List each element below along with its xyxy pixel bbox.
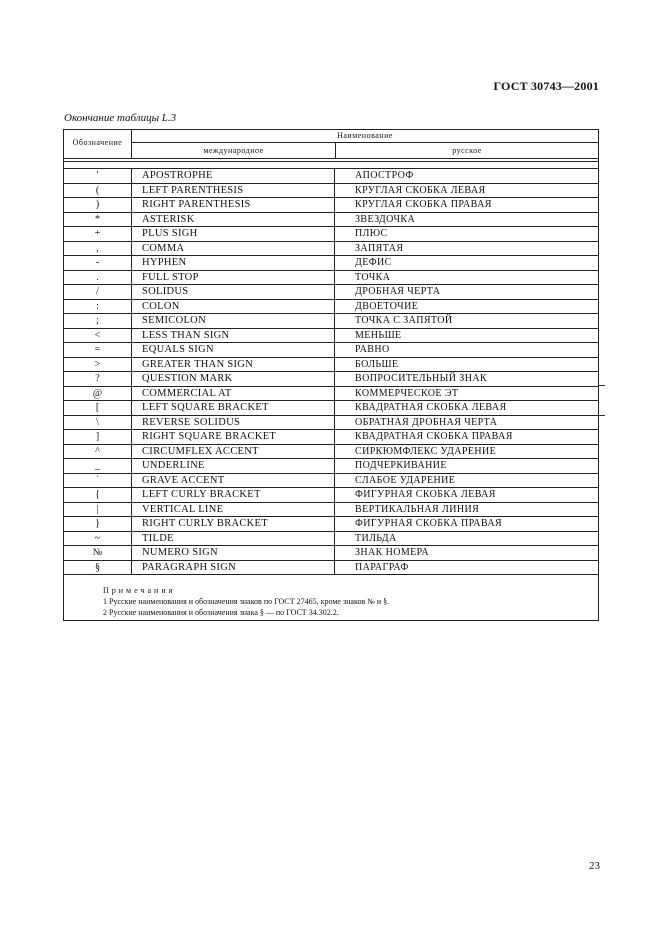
symbol-cell: | xyxy=(64,502,132,517)
international-name-cell: VERTICAL LINE xyxy=(132,502,335,517)
international-name-cell: PARAGRAPH SIGN xyxy=(132,560,335,575)
symbol-cell: ( xyxy=(64,183,132,198)
header-international: международное xyxy=(203,146,264,155)
international-name-cell: LEFT CURLY BRACKET xyxy=(132,488,335,503)
table-row xyxy=(64,328,599,343)
international-name-cell: UNDERLINE xyxy=(132,459,335,474)
international-name-cell: SEMICOLON xyxy=(132,314,335,329)
notes xyxy=(103,585,389,618)
russian-name-cell: ЗНАК НОМЕРА xyxy=(335,546,599,561)
symbol-cell: @ xyxy=(64,386,132,401)
table-row xyxy=(64,386,599,401)
table-row xyxy=(64,183,599,198)
russian-name-cell: КРУГЛАЯ СКОБКА ПРАВАЯ xyxy=(335,198,599,213)
symbol-cell: * xyxy=(64,212,132,227)
international-name-cell: FULL STOP xyxy=(132,270,335,285)
russian-name-cell: ОБРАТНАЯ ДРОБНАЯ ЧЕРТА xyxy=(335,415,599,430)
russian-name-cell: ДРОБНАЯ ЧЕРТА xyxy=(335,285,599,300)
international-name-cell: RIGHT SQUARE BRACKET xyxy=(132,430,335,445)
symbol-cell: ' xyxy=(64,169,132,184)
international-name-cell: GRAVE ACCENT xyxy=(132,473,335,488)
russian-name-cell: ЗВЕЗДОЧКА xyxy=(335,212,599,227)
document-code: ГОСТ 30743—2001 xyxy=(493,79,599,93)
table-row xyxy=(64,401,599,416)
table-row xyxy=(64,502,599,517)
russian-name-cell: ТИЛЬДА xyxy=(335,531,599,546)
table-row xyxy=(64,488,599,503)
table-row xyxy=(64,256,599,271)
international-name-cell: COMMERCIAL AT xyxy=(132,386,335,401)
table-row xyxy=(64,314,599,329)
russian-name-cell: СИРКЮМФЛЕКС УДАРЕНИЕ xyxy=(335,444,599,459)
russian-name-cell: ЗАПЯТАЯ xyxy=(335,241,599,256)
international-name-cell: GREATER THAN SIGN xyxy=(132,357,335,372)
table-row xyxy=(64,372,599,387)
table-row xyxy=(64,473,599,488)
russian-name-cell: СЛАБОЕ УДАРЕНИЕ xyxy=(335,473,599,488)
russian-name-cell: РАВНО xyxy=(335,343,599,358)
russian-name-cell: ДВОЕТОЧИЕ xyxy=(335,299,599,314)
table-row xyxy=(64,212,599,227)
symbol-cell: § xyxy=(64,560,132,575)
table-row xyxy=(64,430,599,445)
russian-name-cell: ПЛЮС xyxy=(335,227,599,242)
russian-name-cell: ДЕФИС xyxy=(335,256,599,271)
table-row xyxy=(64,241,599,256)
table-row xyxy=(64,459,599,474)
table-row xyxy=(64,299,599,314)
notes-title: Примечания xyxy=(103,586,176,595)
table-row xyxy=(64,531,599,546)
symbol-cell: ` xyxy=(64,473,132,488)
symbol-cell: , xyxy=(64,241,132,256)
symbol-cell: ; xyxy=(64,314,132,329)
russian-name-cell: ФИГУРНАЯ СКОБКА ЛЕВАЯ xyxy=(335,488,599,503)
table-row xyxy=(64,169,599,184)
symbol-cell: ] xyxy=(64,430,132,445)
header-name: Наименование xyxy=(337,131,393,140)
russian-name-cell: ТОЧКА С ЗАПЯТОЙ xyxy=(335,314,599,329)
table-row xyxy=(64,343,599,358)
symbol-cell: _ xyxy=(64,459,132,474)
international-name-cell: TILDE xyxy=(132,531,335,546)
russian-name-cell: КРУГЛАЯ СКОБКА ЛЕВАЯ xyxy=(335,183,599,198)
international-name-cell: REVERSE SOLIDUS xyxy=(132,415,335,430)
international-name-cell: COLON xyxy=(132,299,335,314)
symbols-table xyxy=(63,168,599,575)
international-name-cell: HYPHEN xyxy=(132,256,335,271)
russian-name-cell: ПОДЧЕРКИВАНИЕ xyxy=(335,459,599,474)
russian-name-cell: ФИГУРНАЯ СКОБКА ПРАВАЯ xyxy=(335,517,599,532)
symbol-cell: ^ xyxy=(64,444,132,459)
table-row xyxy=(64,285,599,300)
russian-name-cell: ВЕРТИКАЛЬНАЯ ЛИНИЯ xyxy=(335,502,599,517)
symbol-cell: = xyxy=(64,343,132,358)
table-row xyxy=(64,444,599,459)
symbol-cell: \ xyxy=(64,415,132,430)
table-row xyxy=(64,546,599,561)
symbol-cell: > xyxy=(64,357,132,372)
international-name-cell: SOLIDUS xyxy=(132,285,335,300)
symbol-cell: / xyxy=(64,285,132,300)
table-row xyxy=(64,357,599,372)
russian-name-cell: КВАДРАТНАЯ СКОБКА ЛЕВАЯ xyxy=(335,401,599,416)
symbol-cell: . xyxy=(64,270,132,285)
international-name-cell: QUESTION MARK xyxy=(132,372,335,387)
table-row xyxy=(64,517,599,532)
russian-name-cell: ПАРАГРАФ xyxy=(335,560,599,575)
symbol-cell: ~ xyxy=(64,531,132,546)
russian-name-cell: КОММЕРЧЕСКОЕ ЭТ xyxy=(335,386,599,401)
note-item: 1 Русские наименования и обозначения знаков по ГОСТ 27465, кроме знаков № и §. xyxy=(103,597,390,606)
symbol-cell: [ xyxy=(64,401,132,416)
international-name-cell: RIGHT CURLY BRACKET xyxy=(132,517,335,532)
table-row xyxy=(64,560,599,575)
russian-name-cell: БОЛЬШЕ xyxy=(335,357,599,372)
table-row xyxy=(64,227,599,242)
table-caption: Окончание таблицы L.3 xyxy=(64,112,177,124)
international-name-cell: COMMA xyxy=(132,241,335,256)
symbol-cell: № xyxy=(64,546,132,561)
symbol-cell: } xyxy=(64,517,132,532)
symbol-cell: : xyxy=(64,299,132,314)
note-item: 2 Русские наименования и обозначения знака § — по ГОСТ 34.302.2. xyxy=(103,608,339,617)
international-name-cell: APOSTROPHE xyxy=(132,169,335,184)
international-name-cell: ASTERISK xyxy=(132,212,335,227)
symbol-cell: { xyxy=(64,488,132,503)
international-name-cell: LESS THAN SIGN xyxy=(132,328,335,343)
symbol-cell: + xyxy=(64,227,132,242)
russian-name-cell: КВАДРАТНАЯ СКОБКА ПРАВАЯ xyxy=(335,430,599,445)
table-row xyxy=(64,415,599,430)
header-symbol: Обозначение xyxy=(72,138,123,147)
header-russian: русское xyxy=(452,146,482,155)
russian-name-cell: ВОПРОСИТЕЛЬНЫЙ ЗНАК xyxy=(335,372,599,387)
international-name-cell: LEFT PARENTHESIS xyxy=(132,183,335,198)
margin-mark xyxy=(598,385,605,386)
international-name-cell: CIRCUMFLEX ACCENT xyxy=(132,444,335,459)
table-row xyxy=(64,198,599,213)
symbol-cell: ? xyxy=(64,372,132,387)
international-name-cell: PLUS SIGH xyxy=(132,227,335,242)
margin-mark xyxy=(598,415,605,416)
russian-name-cell: АПОСТРОФ xyxy=(335,169,599,184)
international-name-cell: EQUALS SIGN xyxy=(132,343,335,358)
page-number: 23 xyxy=(589,860,600,872)
russian-name-cell: ТОЧКА xyxy=(335,270,599,285)
international-name-cell: NUMERO SIGN xyxy=(132,546,335,561)
symbol-cell: ) xyxy=(64,198,132,213)
international-name-cell: RIGHT PARENTHESIS xyxy=(132,198,335,213)
table-row xyxy=(64,270,599,285)
international-name-cell: LEFT SQUARE BRACKET xyxy=(132,401,335,416)
symbol-cell: < xyxy=(64,328,132,343)
symbol-cell: - xyxy=(64,256,132,271)
russian-name-cell: МЕНЬШЕ xyxy=(335,328,599,343)
